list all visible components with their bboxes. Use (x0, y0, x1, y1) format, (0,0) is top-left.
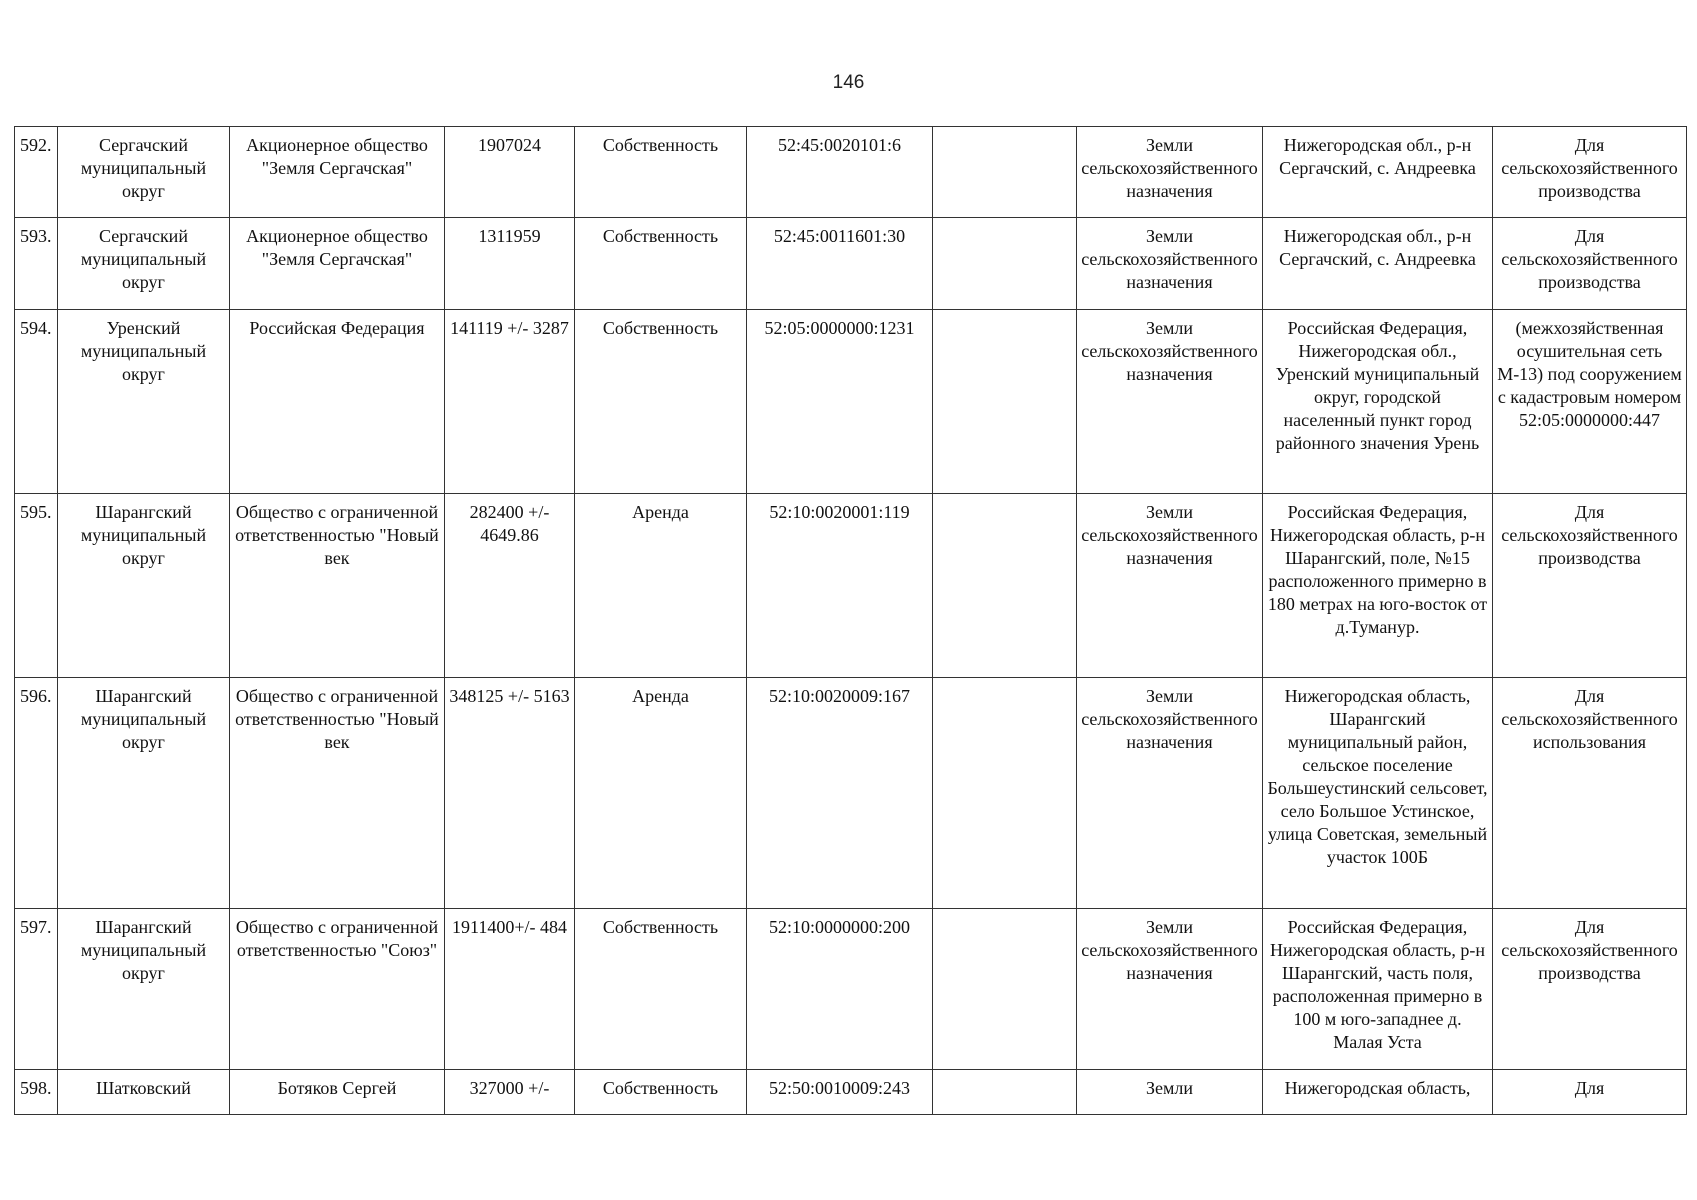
right-type-cell: Аренда (575, 678, 747, 909)
cadastral-number-cell: 52:10:0020009:167 (747, 678, 933, 909)
table-row (15, 1070, 1687, 1115)
row-number: 595. (15, 494, 58, 678)
table-row (15, 127, 1687, 218)
owner-cell: Общество с ограниченной ответственностью "Новый век (230, 678, 445, 909)
table-row (15, 909, 1687, 1070)
area-cell: 1907024 (445, 127, 575, 218)
permitted-use-cell: Для сельскохозяйственного производства (1493, 494, 1687, 678)
right-type-cell: Аренда (575, 494, 747, 678)
owner-cell: Акционерное общество "Земля Сергачская" (230, 127, 445, 218)
land-category-cell: Земли сельскохозяйственного назначения (1077, 127, 1263, 218)
row-number: 596. (15, 678, 58, 909)
land-category-cell: Земли сельскохозяйственного назначения (1077, 218, 1263, 310)
land-category-cell: Земли (1077, 1070, 1263, 1115)
district-cell: Сергачский муниципальный округ (58, 127, 230, 218)
empty-cell (933, 1070, 1077, 1115)
address-cell: Российская Федерация, Нижегородская область, р-н Шарангский, поле, №15 расположенного примерно в 180 метрах на юго-восток от д.Тумануp. (1263, 494, 1493, 678)
table-row (15, 678, 1687, 909)
land-registry-table (14, 126, 1687, 1115)
empty-cell (933, 678, 1077, 909)
address-cell: Нижегородская область, Шарангский муниципальный район, сельское поселение Большеустинский сельсовет, село Большое Устинское, улица Советская, земельный участок 100Б (1263, 678, 1493, 909)
address-cell: Нижегородская обл., р-н Сергачский, с. Андреевка (1263, 218, 1493, 310)
row-number: 598. (15, 1070, 58, 1115)
permitted-use-cell: Для сельскохозяйственного производства (1493, 218, 1687, 310)
cadastral-number-cell: 52:05:0000000:1231 (747, 310, 933, 494)
row-number: 592. (15, 127, 58, 218)
area-cell: 141119 +/- 3287 (445, 310, 575, 494)
address-cell: Российская Федерация, Нижегородская обл., Уренский муниципальный округ, городской населенный пункт город районного значения Урень (1263, 310, 1493, 494)
address-cell: Нижегородская обл., р-н Сергачский, с. Андреевка (1263, 127, 1493, 218)
land-category-cell: Земли сельскохозяйственного назначения (1077, 494, 1263, 678)
empty-cell (933, 494, 1077, 678)
permitted-use-cell: Для (1493, 1070, 1687, 1115)
district-cell: Шарангский муниципальный округ (58, 678, 230, 909)
district-cell: Шатковский (58, 1070, 230, 1115)
area-cell: 348125 +/- 5163 (445, 678, 575, 909)
cadastral-number-cell: 52:45:0011601:30 (747, 218, 933, 310)
land-category-cell: Земли сельскохозяйственного назначения (1077, 678, 1263, 909)
address-cell: Нижегородская область, (1263, 1070, 1493, 1115)
empty-cell (933, 310, 1077, 494)
cadastral-number-cell: 52:10:0020001:119 (747, 494, 933, 678)
right-type-cell: Собственность (575, 218, 747, 310)
owner-cell: Общество с ограниченной ответственностью "Новый век (230, 494, 445, 678)
row-number: 593. (15, 218, 58, 310)
owner-cell: Акционерное общество "Земля Сергачская" (230, 218, 445, 310)
district-cell: Шарангский муниципальный округ (58, 909, 230, 1070)
area-cell: 1311959 (445, 218, 575, 310)
table-row (15, 310, 1687, 494)
district-cell: Уренский муниципальный округ (58, 310, 230, 494)
right-type-cell: Собственность (575, 127, 747, 218)
district-cell: Сергачский муниципальный округ (58, 218, 230, 310)
permitted-use-cell: Для сельскохозяйственного использования (1493, 678, 1687, 909)
right-type-cell: Собственность (575, 310, 747, 494)
empty-cell (933, 218, 1077, 310)
permitted-use-cell: (межхозяйственная осушительная сеть М-13) под сооружением с кадастровым номером 52:05:0000000:447 (1493, 310, 1687, 494)
cadastral-number-cell: 52:50:0010009:243 (747, 1070, 933, 1115)
page-number: 146 (832, 72, 865, 93)
address-cell: Российская Федерация, Нижегородская область, р-н Шарангский, часть поля, расположенная примерно в 100 м юго-западнее д. Малая Уста (1263, 909, 1493, 1070)
right-type-cell: Собственность (575, 1070, 747, 1115)
owner-cell: Ботяков Сергей (230, 1070, 445, 1115)
land-category-cell: Земли сельскохозяйственного назначения (1077, 909, 1263, 1070)
empty-cell (933, 909, 1077, 1070)
cadastral-number-cell: 52:10:0000000:200 (747, 909, 933, 1070)
cadastral-number-cell: 52:45:0020101:6 (747, 127, 933, 218)
area-cell: 1911400+/- 484 (445, 909, 575, 1070)
table-row (15, 494, 1687, 678)
row-number: 597. (15, 909, 58, 1070)
permitted-use-cell: Для сельскохозяйственного производства (1493, 127, 1687, 218)
area-cell: 327000 +/- (445, 1070, 575, 1115)
empty-cell (933, 127, 1077, 218)
row-number: 594. (15, 310, 58, 494)
permitted-use-cell: Для сельскохозяйственного производства (1493, 909, 1687, 1070)
area-cell: 282400 +/- 4649.86 (445, 494, 575, 678)
land-category-cell: Земли сельскохозяйственного назначения (1077, 310, 1263, 494)
table-row (15, 218, 1687, 310)
owner-cell: Общество с ограниченной ответственностью "Союз" (230, 909, 445, 1070)
right-type-cell: Собственность (575, 909, 747, 1070)
owner-cell: Российская Федерация (230, 310, 445, 494)
district-cell: Шарангский муниципальный округ (58, 494, 230, 678)
